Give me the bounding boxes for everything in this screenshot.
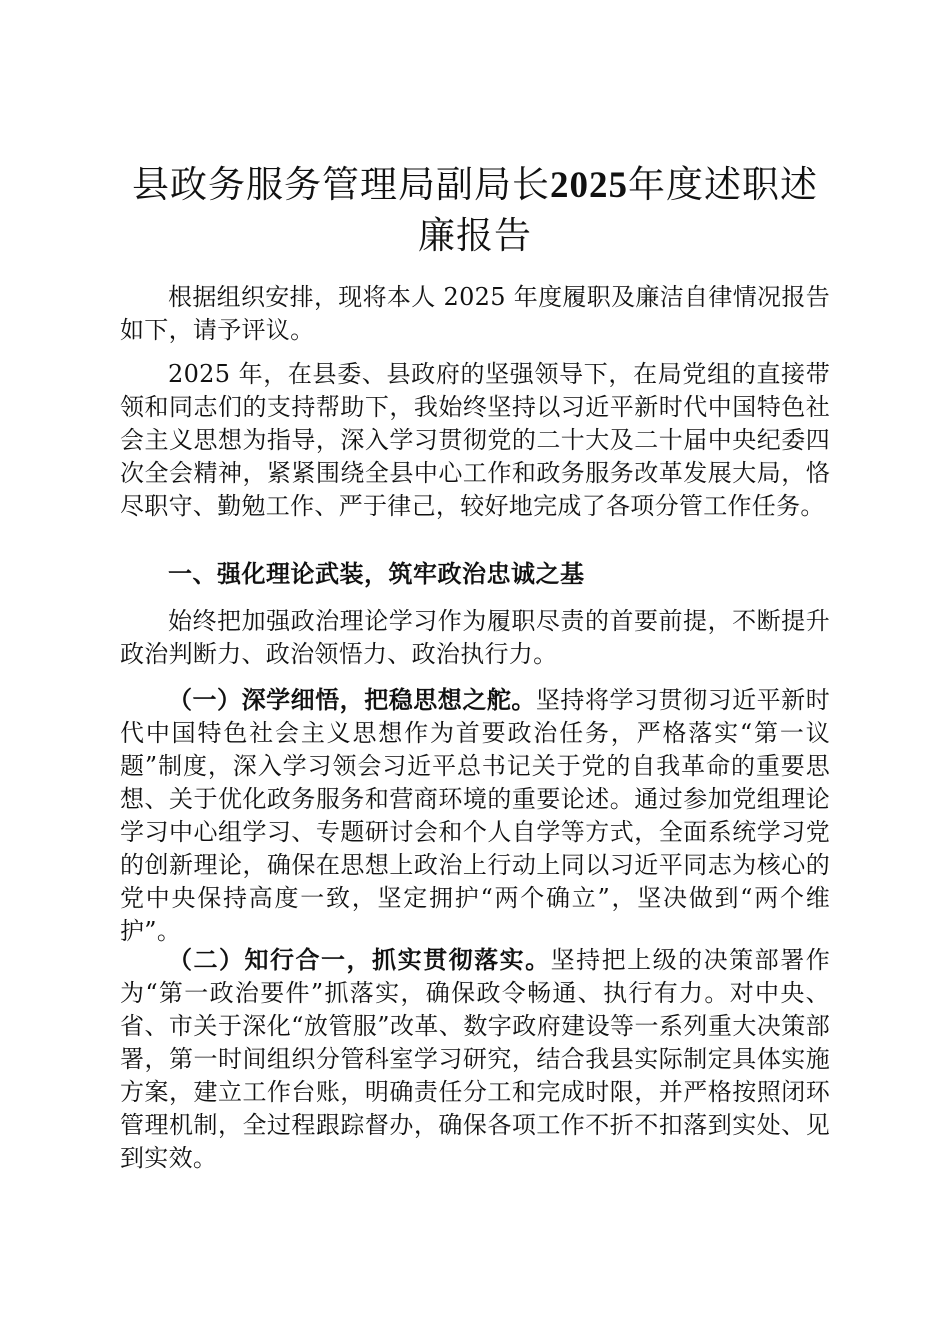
title-year: 2025 <box>550 165 628 206</box>
section1-lead-block <box>120 605 830 671</box>
overview-paragraph: 2025 年，在县委、县政府的坚强领导下，在局党组的直接带领和同志们的支持帮助下，我始终坚持以习近平新时代中国特色社会主义思想为指导，深入学习贯彻党的二十大及二十届中央纪委四次全会精神，紧紧围绕全县中心工作和政务服务改革发展大局，恪尽职守、勤勉工作、严于律己，较好地完成了各项分管工作任务。 <box>120 360 830 520</box>
subsection-title: （一）深学细悟，把稳思想之舵。 <box>168 685 536 714</box>
title-part1: 县政务服务管理局副局长 <box>132 163 550 206</box>
subsection-body: 坚持把上级的决策部署作为“第一政治要件”抓落实，确保政令畅通、执行有力。对中央、省、市关于深化“放管服”改革、数字政府建设等一系列重大决策部署，第一时间组织分管科室学习研究，结合我县实际制定具体实施方案，建立工作台账，明确责任分工和完成时限，并严格按照闭环管理机制，全过程跟踪督办，确保各项工作不折不扣落到实处、见到实效。 <box>120 946 830 1172</box>
overview-block <box>120 358 830 523</box>
section1-heading-block <box>120 557 830 590</box>
subsection-paragraph <box>120 943 830 1175</box>
intro-paragraph: 根据组织安排，现将本人 2025 年度履职及廉洁自律情况报告如下，请予评议。 <box>120 283 830 344</box>
subsection-body: 坚持将学习贯彻习近平新时代中国特色社会主义思想作为首要政治任务，严格落实“第一议题”制度，深入学习领会习近平总书记关于党的自我革命的重要思想、关于优化政务服务和营商环境的重要论述。通过参加党组理论学习中心组学习、专题研讨会和个人自学等方式，全面系统学习党的创新理论，确保在思想上政治上行动上同以习近平同志为核心的党中央保持高度一致，坚定拥护“两个确立”，坚决做到“两个维护”。 <box>120 686 830 945</box>
subsection1-block <box>120 683 830 948</box>
section-heading: 一、强化理论武装，筑牢政治忠诚之基 <box>168 559 585 588</box>
subsection-title: （二）知行合一，抓实贯彻落实。 <box>168 945 551 974</box>
section-lead-paragraph: 始终把加强政治理论学习作为履职尽责的首要前提，不断提升政治判断力、政治领悟力、政治执行力。 <box>120 607 830 668</box>
title-part2: 年度述职述廉报告 <box>418 163 818 257</box>
intro-block <box>120 281 830 347</box>
subsection2-block <box>120 943 830 1175</box>
subsection-paragraph <box>120 683 830 948</box>
document-title <box>120 160 830 261</box>
